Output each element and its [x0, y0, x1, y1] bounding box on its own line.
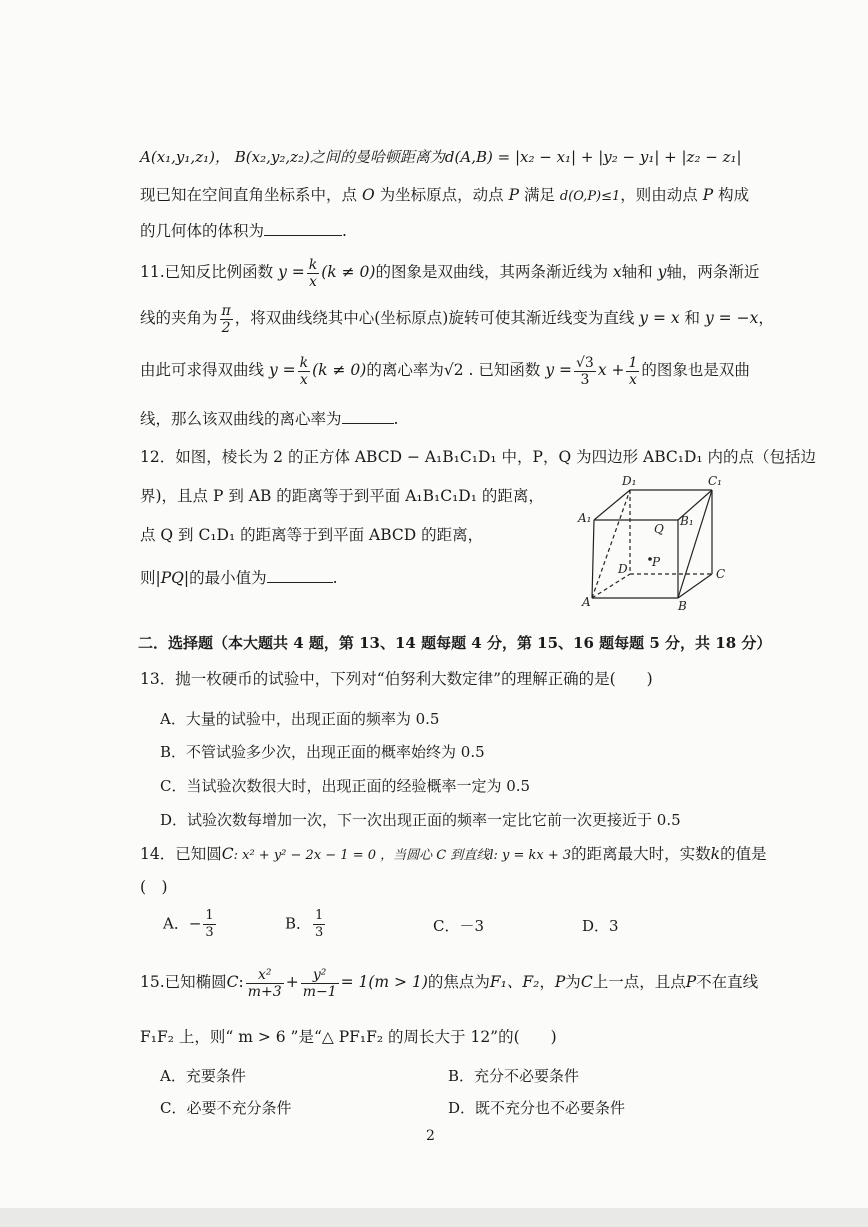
- q11-text: 的图象也是双曲: [641, 361, 750, 379]
- q10-text: 为坐标原点，动点: [379, 186, 504, 204]
- q14-stem: [140, 843, 767, 867]
- frac-den: x: [309, 273, 317, 290]
- q12-line-1: 12．如图，棱长为 2 的正方体 ABCD − A₁B₁C₁D₁ 中，P，Q 为四边形 ABC₁D₁ 内的点（包括边: [140, 448, 817, 466]
- frac-den: 2: [221, 319, 231, 336]
- q14-option-c[interactable]: C．－3: [433, 917, 485, 935]
- q11-text: 和: [684, 309, 701, 327]
- q15-fraction-x: [246, 967, 284, 1000]
- q11-text: 线的夹角为: [140, 309, 218, 327]
- q11-k-condition: (k ≠ 0): [312, 361, 367, 379]
- q14-option-a[interactable]: [163, 908, 218, 941]
- q15-option-a[interactable]: A．充要条件: [160, 1067, 246, 1085]
- edge-bc: [678, 574, 712, 598]
- q11-text: 11.已知反比例函数: [140, 263, 274, 281]
- frac-num: π: [221, 302, 231, 319]
- q14-b-label: B．: [285, 914, 312, 933]
- frac-den: x: [628, 371, 637, 388]
- q14-option-b[interactable]: [285, 908, 327, 941]
- q11-text: 线，那么该双曲线的离心率为: [140, 410, 342, 428]
- frac-den: m+3: [247, 983, 282, 1000]
- q14-c: C: [221, 845, 234, 863]
- q11-text: 由此可求得双曲线: [140, 361, 265, 379]
- page-number: 2: [426, 1128, 435, 1144]
- q11-y: y =: [545, 361, 572, 379]
- frac-num: k: [299, 354, 309, 371]
- label-b1: B₁: [680, 514, 694, 528]
- label-d1: D₁: [622, 474, 637, 488]
- q11-text: ，将双曲线绕其中心(坐标原点)旋转可使其渐近线变为直线: [234, 309, 635, 327]
- q15-text: 上一点，且点: [592, 973, 686, 991]
- q14-circle-eq: : x² + y² − 2x − 1 = 0 ，当圆心 C 到直线: [233, 848, 490, 863]
- q15-text: 的焦点为: [427, 973, 490, 991]
- frac-den: 3: [315, 925, 324, 940]
- frac-num: 1: [205, 908, 214, 923]
- edge-ad: [592, 574, 630, 598]
- answer-blank-q11[interactable]: [342, 407, 394, 424]
- q11-fraction-k-x: [307, 257, 319, 290]
- q13-option-d[interactable]: D．试验次数每增加一次，下一次出现正面的频率一定比它前一次更接近于 0.5: [160, 811, 681, 829]
- cube-figure: [570, 470, 740, 620]
- q15-c: C: [226, 973, 239, 991]
- q10-manhattan-text: (x₂,y₂,z₂)之间的曼哈顿距离为: [245, 148, 445, 166]
- q11-line-2: [140, 298, 774, 338]
- q14-text: 的距离最大时，实数: [571, 845, 711, 863]
- answer-blank-q10[interactable]: [264, 219, 342, 236]
- q10-distance-formula: (A,B) = |x₂ − x₁| + |y₂ − y₁| + |z₂ − z₁|: [454, 148, 742, 166]
- q11-text: 的图象是双曲线，其两条渐近线为: [375, 263, 608, 281]
- q11-fraction-sqrt3-3: [574, 355, 596, 388]
- q12-period: .: [332, 569, 338, 587]
- q15-option-c[interactable]: C．必要不充分条件: [160, 1099, 292, 1117]
- q10-d-symbol: d: [444, 148, 455, 166]
- scan-edge: [0, 1208, 868, 1227]
- q13-option-c[interactable]: C．当试验次数很大时，出现正面的经验概率一定为 0.5: [160, 777, 531, 795]
- label-a1: A₁: [578, 511, 592, 525]
- q15-foci: F₁、F₂: [489, 973, 540, 991]
- frac-num: x²: [246, 967, 284, 984]
- q11-y-axis: y: [657, 263, 667, 281]
- q15-text: ，: [539, 973, 555, 991]
- q10-text: 现已知在空间直角坐标系中，点: [140, 186, 358, 204]
- label-d: D: [618, 562, 628, 576]
- q10-origin: O: [361, 186, 375, 204]
- q10-text: 满足: [523, 186, 555, 204]
- q13-option-b[interactable]: B．不管试验多少次，出现正面的概率始终为 0.5: [160, 743, 485, 761]
- frac-num: 1: [628, 354, 638, 371]
- q11-y: y =: [268, 361, 296, 379]
- q11-text: ，: [758, 309, 774, 327]
- q15-line-1: [140, 960, 758, 1004]
- q15-option-d[interactable]: D．既不充分也不必要条件: [448, 1099, 626, 1117]
- q12-text: 的最小值为: [189, 569, 267, 587]
- q11-line-1: [140, 252, 759, 292]
- q11-text: 的离心率为: [366, 361, 444, 379]
- q10-period: .: [342, 222, 347, 240]
- q11-k-condition: (k ≠ 0): [321, 263, 376, 281]
- q15-fraction-y: [301, 967, 339, 1000]
- q14-b-fraction: [313, 908, 325, 941]
- q15-text: 为: [565, 973, 581, 991]
- label-p: P: [652, 555, 661, 569]
- q11-x-axis: x: [612, 263, 622, 281]
- q11-period: .: [393, 410, 399, 428]
- label-a: A: [582, 595, 591, 609]
- q14-option-d[interactable]: D．3: [582, 917, 619, 935]
- q11-line-3: [140, 350, 750, 390]
- q11-fraction-1-x: [626, 355, 639, 388]
- q11-line-y-neg-x: y = −x: [705, 309, 759, 327]
- q15-eq: = 1(m > 1): [340, 973, 428, 991]
- q12-text: 则: [140, 569, 156, 587]
- edge-bc1: [678, 490, 712, 598]
- frac-den: 3: [580, 371, 590, 388]
- q10-point-p: P: [508, 186, 519, 204]
- q12-pq: |PQ|: [155, 569, 190, 587]
- q15-text: 15.已知椭圆: [140, 973, 227, 991]
- q10-line-1: [140, 146, 742, 168]
- q10-text: ，则由动点: [620, 186, 698, 204]
- q15-c: C: [580, 973, 593, 991]
- q13-stem: 13．抛一枚硬币的试验中，下列对“伯努利大数定律”的理解正确的是( ): [140, 670, 653, 688]
- q14-text: 的值是: [720, 845, 767, 863]
- q12-line-3: 点 Q 到 C₁D₁ 的距离等于到平面 ABCD 的距离，: [140, 526, 484, 544]
- q15-plus: +: [285, 973, 299, 991]
- q11-line-yx: y = x: [639, 309, 680, 327]
- q11-y: y =: [278, 263, 305, 281]
- q10-point-p: P: [702, 186, 714, 204]
- q15-text: 不在直线: [696, 973, 759, 991]
- q14-text: 14．已知圆: [140, 845, 222, 863]
- q10-line-3: [140, 219, 347, 242]
- q11-sqrt2: √2: [443, 361, 464, 379]
- label-c1: C₁: [708, 474, 722, 488]
- q15-p: P: [554, 973, 566, 991]
- q10-point-b: B: [234, 148, 246, 166]
- q11-text: 轴，两条渐近: [666, 263, 760, 281]
- q14-a-fraction: [203, 908, 215, 941]
- q15-line-2: F₁F₂ 上，则“ m > 6 ”是“△ PF₁F₂ 的周长大于 12”的( ): [140, 1028, 557, 1046]
- frac-num: y²: [301, 967, 339, 984]
- q10-line-2: [140, 184, 749, 208]
- label-b: B: [678, 599, 687, 613]
- label-q: Q: [654, 522, 664, 536]
- q11-fraction-k-x-2: [298, 355, 310, 388]
- q15-option-b[interactable]: B．充分不必要条件: [448, 1067, 580, 1085]
- q12-line-2: 界)，且点 P 到 AB 的距离等于到平面 A₁B₁C₁D₁ 的距离，: [140, 487, 544, 505]
- q15-p: P: [685, 973, 697, 991]
- label-c: C: [716, 567, 726, 581]
- q11-fraction-pi-2: [220, 303, 233, 336]
- q10-condition: d(O,P)≤1: [559, 189, 621, 204]
- q10-coords-a: (x₁,y₁,z₁)，: [150, 148, 230, 166]
- q10-text: 构成: [718, 186, 750, 204]
- q14-a-label: A．−: [163, 914, 202, 933]
- answer-blank-q12[interactable]: [267, 566, 333, 583]
- frac-num: k: [308, 256, 318, 273]
- q11-text: 轴和: [621, 263, 653, 281]
- q11-text: . 已知函数: [468, 361, 541, 379]
- frac-den: x: [299, 371, 308, 388]
- q11-line-4: [140, 407, 398, 430]
- frac-num: √3: [575, 354, 594, 371]
- q10-text: 的几何体的体积为: [140, 222, 265, 240]
- q14-line-eq: l: y = kx + 3: [489, 848, 572, 863]
- q15-colon: :: [238, 973, 244, 991]
- frac-den: 3: [205, 925, 214, 940]
- edge-a1a: [592, 520, 594, 598]
- q10-point-a: A: [140, 148, 151, 166]
- q14-k: k: [710, 845, 721, 863]
- q12-line-4: [140, 566, 338, 589]
- q13-option-a[interactable]: A．大量的试验中，出现正面的频率为 0.5: [160, 710, 440, 728]
- q11-x-plus: x +: [597, 361, 625, 379]
- q14-paren: ( ): [140, 878, 168, 896]
- section-2-heading: 二．选择题（本大题共 4 题，第 13、14 题每题 4 分，第 15、16 题每题 5 分，共 18 分）: [138, 634, 772, 652]
- frac-den: m−1: [302, 983, 337, 1000]
- frac-num: 1: [315, 908, 324, 923]
